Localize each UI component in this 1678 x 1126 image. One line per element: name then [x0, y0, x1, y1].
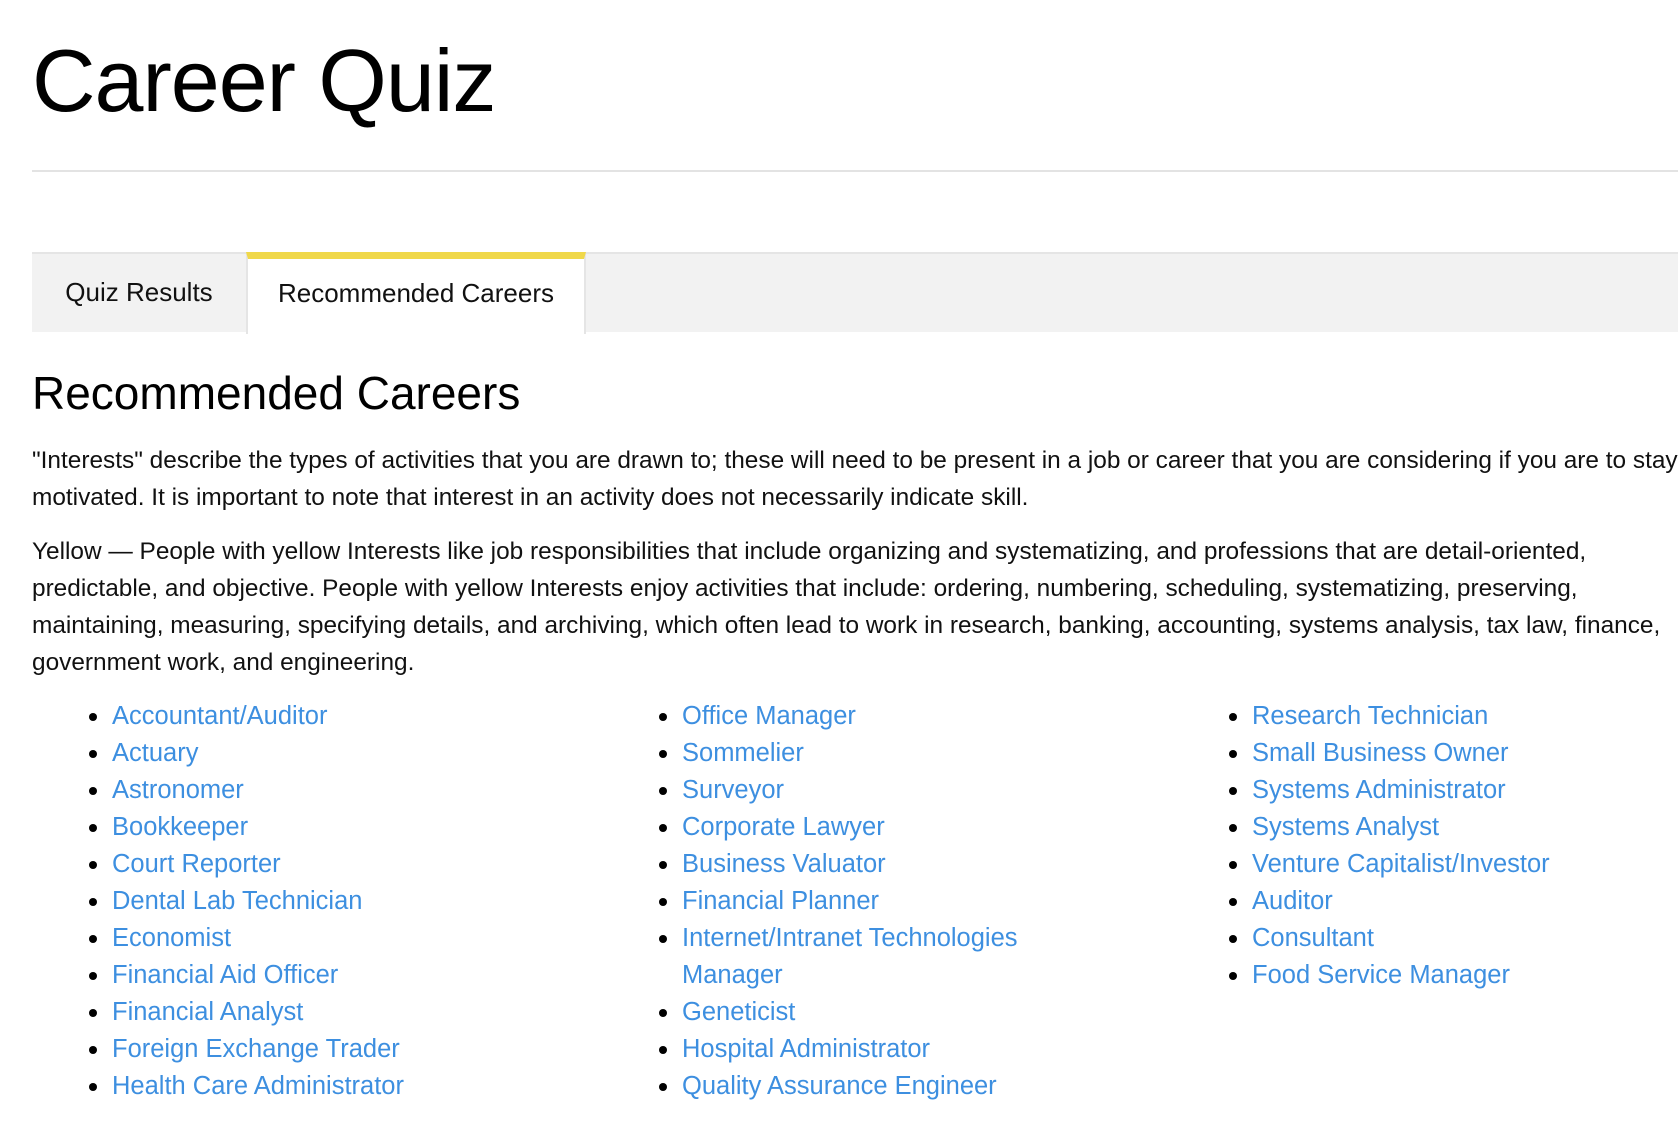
career-link[interactable]: Office Manager: [682, 702, 856, 730]
career-link[interactable]: Small Business Owner: [1252, 739, 1509, 767]
career-link[interactable]: Actuary: [112, 739, 199, 767]
list-item: [112, 957, 512, 994]
list-item: [112, 698, 512, 735]
career-link[interactable]: Economist: [112, 924, 232, 952]
list-item: [682, 735, 1062, 772]
list-item: [112, 772, 512, 809]
career-link[interactable]: Hospital Administrator: [682, 1035, 931, 1063]
list-item: [112, 883, 512, 920]
list-item: [1252, 920, 1652, 957]
career-link[interactable]: Financial Analyst: [112, 998, 304, 1026]
list-item: [112, 1031, 512, 1068]
list-item: [682, 1031, 1062, 1068]
yellow-interests-description: Yellow — People with yellow Interests like job responsibilities that include organizing and systematizing, and professions that are detail-oriented, predictable, and objective. People with yellow Interests enjoy activities that include: ordering, numbering, scheduling, systematizing, preserving, maintaining, measuring, specifying details, and archiving, which often lead to work in research, banking, accounting, systems analysis, tax law, finance, government work, and engineering.: [32, 538, 1661, 676]
list-item: [112, 994, 512, 1031]
page-title: Career Quiz: [32, 31, 496, 130]
career-link[interactable]: Foreign Exchange Trader: [112, 1035, 400, 1063]
career-link[interactable]: Food Service Manager: [1252, 961, 1510, 989]
list-item: [1252, 883, 1652, 920]
career-link[interactable]: Corporate Lawyer: [682, 813, 885, 841]
career-link[interactable]: Business Valuator: [682, 850, 886, 878]
list-item: [1252, 809, 1652, 846]
career-link[interactable]: Systems Analyst: [1252, 813, 1440, 841]
career-link[interactable]: Sommelier: [682, 739, 804, 767]
tab-quiz-results[interactable]: Quiz Results: [65, 277, 213, 307]
career-link[interactable]: Consultant: [1252, 924, 1374, 952]
list-item: [1252, 846, 1652, 883]
career-link[interactable]: Geneticist: [682, 998, 796, 1026]
list-item: [682, 809, 1062, 846]
list-item: [682, 920, 1062, 994]
career-link[interactable]: Quality Assurance Engineer: [682, 1072, 997, 1100]
career-link[interactable]: Bookkeeper: [112, 813, 249, 841]
list-item: [682, 846, 1062, 883]
career-list-column-1: [32, 698, 512, 1105]
career-link[interactable]: Research Technician: [1252, 702, 1489, 730]
career-link[interactable]: Accountant/Auditor: [112, 702, 328, 730]
page-container: [32, 0, 1678, 1100]
career-link[interactable]: Auditor: [1252, 887, 1333, 915]
list-item: [1252, 957, 1652, 994]
career-link[interactable]: Venture Capitalist/Investor: [1252, 850, 1550, 878]
list-item: [682, 883, 1062, 920]
list-item: [112, 846, 512, 883]
career-list-column-2: [602, 698, 1062, 1105]
list-item: [112, 809, 512, 846]
list-item: [112, 920, 512, 957]
list-item: [112, 735, 512, 772]
tab-bar: [32, 252, 1678, 332]
section-heading: Recommended Careers: [32, 367, 521, 419]
list-item: [682, 698, 1062, 735]
career-link[interactable]: Surveyor: [682, 776, 785, 804]
list-item: [1252, 698, 1652, 735]
tab-recommended-careers[interactable]: Recommended Careers: [246, 252, 586, 334]
career-link[interactable]: Internet/Intranet Technologies Manager: [682, 924, 1018, 989]
career-link[interactable]: Health Care Administrator: [112, 1072, 404, 1100]
interests-description: "Interests" describe the types of activities that you are drawn to; these will need to be present in a job or career that you are considering if you are to stay motivated. It is important to note that interest in an activity does not necessarily indicate skill.: [32, 447, 1678, 511]
career-link[interactable]: Systems Administrator: [1252, 776, 1506, 804]
career-link[interactable]: Astronomer: [112, 776, 244, 804]
career-link[interactable]: Court Reporter: [112, 850, 281, 878]
career-list-column-3: [1172, 698, 1652, 994]
list-item: [112, 1068, 512, 1105]
list-item: [1252, 735, 1652, 772]
list-item: [682, 772, 1062, 809]
career-link[interactable]: Financial Aid Officer: [112, 961, 339, 989]
career-link[interactable]: Dental Lab Technician: [112, 887, 363, 915]
list-item: [1252, 772, 1652, 809]
career-link[interactable]: Financial Planner: [682, 887, 880, 915]
list-item: [682, 1068, 1062, 1105]
title-divider: [32, 170, 1678, 172]
list-item: [682, 994, 1062, 1031]
